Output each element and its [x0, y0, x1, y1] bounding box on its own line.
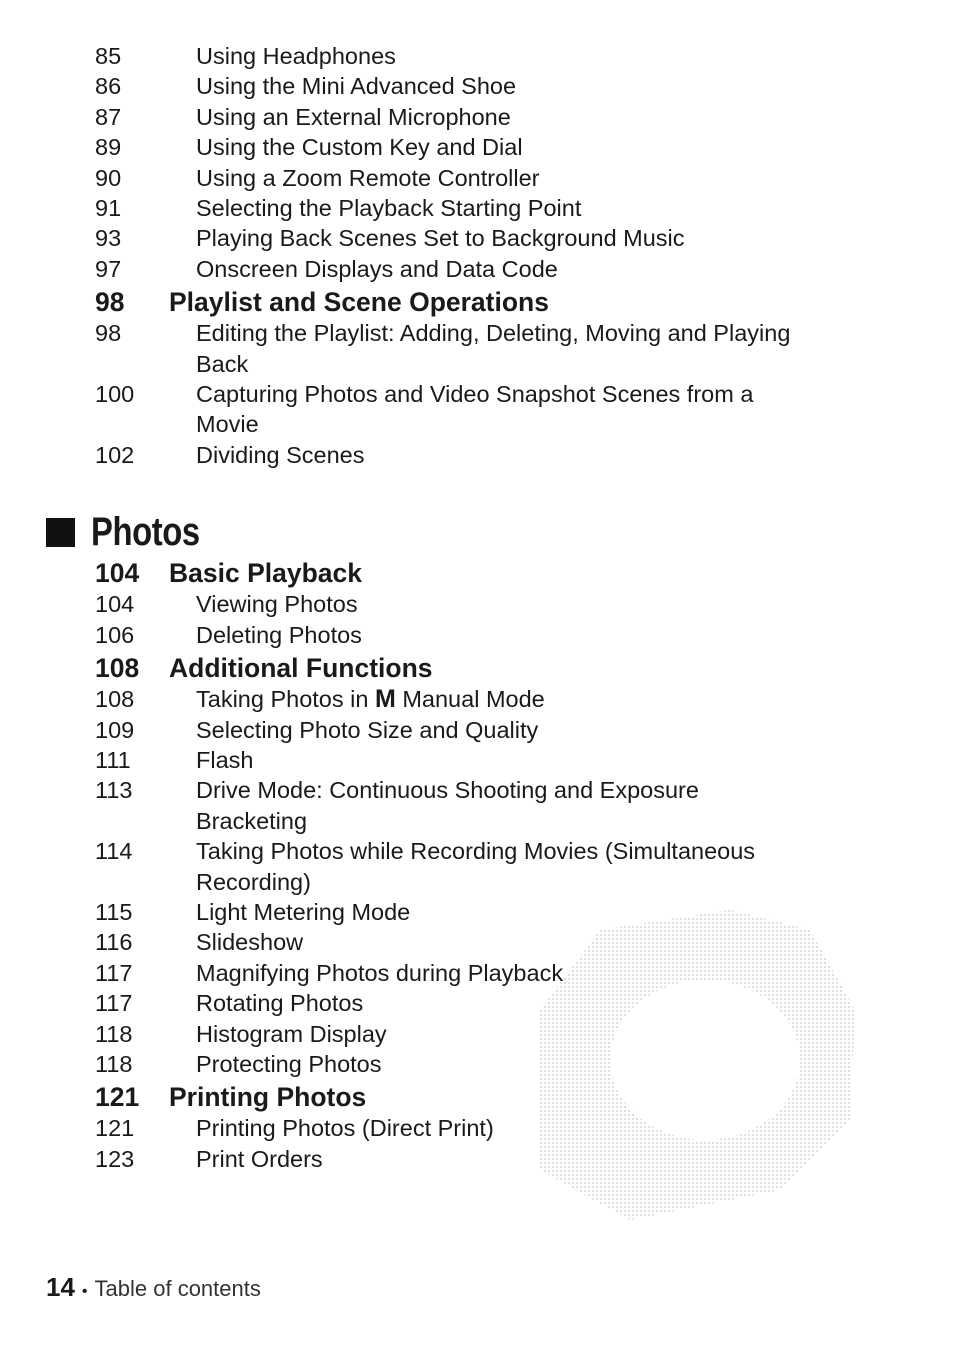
toc-entry-line: Using an External Microphone [196, 103, 511, 130]
toc-entry-line-continued: Bracketing [196, 807, 308, 834]
toc-entry-line: Dividing Scenes [196, 441, 365, 468]
toc-entry-page: 118 [95, 1050, 133, 1077]
toc-entry-page: 117 [95, 959, 133, 986]
toc-entry[interactable] [95, 440, 895, 470]
toc-entry-page: 97 [95, 255, 122, 282]
toc-entry[interactable] [95, 132, 895, 162]
toc-entry-title [196, 715, 895, 745]
subheading-page: 108 [95, 653, 140, 684]
footer-bullet-icon: • [81, 1283, 88, 1300]
toc-entry[interactable] [95, 379, 895, 440]
footer-label: Table of contents [94, 1276, 261, 1301]
toc-entry-line: Using the Custom Key and Dial [196, 134, 523, 161]
toc-entry-title [196, 1049, 895, 1079]
toc-entry-title [196, 958, 895, 988]
toc-entry[interactable] [95, 1049, 895, 1079]
toc-entry-title [196, 318, 895, 379]
toc-entry-page: 118 [95, 1020, 133, 1047]
toc-entry-page: 102 [95, 441, 135, 468]
toc-entry-page: 85 [95, 43, 122, 69]
toc-entry-title [196, 102, 895, 132]
toc-entry-line: Printing Photos (Direct Print) [196, 1115, 494, 1142]
toc-entry-page: 121 [95, 1115, 135, 1142]
toc-entry[interactable] [95, 1113, 895, 1143]
toc-entry-line: Deleting Photos [196, 621, 362, 648]
toc-entry-title-after: Manual Mode [395, 686, 545, 713]
toc-entry[interactable] [95, 1019, 895, 1049]
toc-entry-page: 87 [95, 103, 122, 130]
toc-entry-line: Onscreen Displays and Data Code [196, 255, 558, 282]
toc-entry-page: 91 [95, 195, 122, 222]
subheading-additional-functions[interactable] [95, 652, 895, 684]
toc-entry-page: 98 [95, 320, 122, 347]
toc-entry-line: Protecting Photos [196, 1050, 382, 1077]
toc-top-list [95, 41, 895, 284]
toc-entry-line: Histogram Display [196, 1020, 387, 1047]
toc-entry-line-continued: Back [196, 350, 249, 377]
toc-entry-line: Viewing Photos [196, 591, 358, 618]
subheading-page: 98 [95, 287, 125, 318]
toc-entry-line: Using the Mini Advanced Shoe [196, 73, 517, 100]
toc-entry-page: 115 [95, 898, 133, 925]
section-title: Photos [91, 510, 200, 555]
additional-functions-list [95, 715, 895, 1080]
toc-entry[interactable] [95, 684, 895, 714]
toc-entry-line: Light Metering Mode [196, 898, 411, 925]
subheading-basic-playback[interactable] [95, 557, 895, 589]
toc-entry-title [196, 589, 895, 619]
toc-entry-line: Drive Mode: Continuous Shooting and Exposure [196, 777, 699, 804]
subheading-title: Additional Functions [169, 653, 433, 684]
toc-entry-line: Capturing Photos and Video Snapshot Scenes from a [196, 381, 754, 408]
toc-entry[interactable] [95, 1144, 895, 1174]
toc-entry-title [196, 745, 895, 775]
toc-entry-title [196, 163, 895, 193]
toc-entry-line-continued: Movie [196, 411, 259, 438]
toc-entry[interactable] [95, 589, 895, 619]
subheading-title: Playlist and Scene Operations [169, 287, 549, 318]
toc-entry-page: 90 [95, 164, 122, 191]
toc-entry-title-before: Taking Photos in [196, 686, 375, 713]
subheading-title: Printing Photos [169, 1082, 367, 1113]
subheading-page: 104 [95, 558, 140, 589]
toc-entry-title [196, 254, 895, 284]
toc-entry-title [196, 440, 895, 470]
toc-entry[interactable] [95, 71, 895, 101]
toc-entry-title [196, 988, 895, 1018]
toc-entry-title [196, 836, 895, 897]
toc-entry-line: Selecting Photo Size and Quality [196, 716, 539, 743]
toc-entry-title [196, 1019, 895, 1049]
toc-entry-title [196, 223, 895, 253]
toc-entry-page: 106 [95, 621, 135, 648]
toc-entry-line: Rotating Photos [196, 990, 364, 1017]
toc-entry-title [196, 620, 895, 650]
section-bullet-square-icon [46, 518, 75, 547]
manual-mode-icon: M [374, 685, 396, 714]
toc-entry-page: 109 [95, 716, 135, 743]
toc-entry-title [196, 775, 895, 836]
toc-entry-title [196, 897, 895, 927]
toc-entry[interactable] [95, 254, 895, 284]
toc-entry[interactable] [95, 41, 895, 71]
toc-entry-line: Slideshow [196, 929, 304, 956]
toc-entry-line: Using a Zoom Remote Controller [196, 164, 540, 191]
toc-entry-line: Print Orders [196, 1145, 323, 1172]
page-footer [46, 1272, 261, 1303]
subheading-printing-photos[interactable] [95, 1081, 895, 1113]
toc-entry-page: 93 [95, 225, 122, 252]
toc-entry-page: 117 [95, 990, 133, 1017]
toc-entry-page: 108 [95, 686, 135, 713]
basic-playback-list [95, 589, 895, 650]
toc-entry-page: 100 [95, 381, 135, 408]
toc-entry[interactable] [95, 163, 895, 193]
toc-entry-title [196, 41, 895, 71]
toc-entry-page: 113 [95, 777, 133, 804]
playlist-list [95, 318, 895, 470]
subheading-page: 121 [95, 1082, 140, 1113]
toc-entry-page: 116 [95, 929, 133, 956]
toc-entry-page: 86 [95, 73, 122, 100]
toc-entry[interactable] [95, 775, 895, 836]
toc-entry-title [196, 71, 895, 101]
printing-list [95, 1113, 895, 1174]
toc-entry[interactable] [95, 927, 895, 957]
toc-entry[interactable] [95, 836, 895, 897]
toc-entry[interactable] [95, 620, 895, 650]
toc-entry-title [196, 1144, 895, 1174]
toc-entry[interactable] [95, 193, 895, 223]
toc-entry-page: 104 [95, 591, 135, 618]
toc-entry-title [196, 927, 895, 957]
toc-entry[interactable] [95, 318, 895, 379]
toc-entry-line: Selecting the Playback Starting Point [196, 195, 582, 222]
toc-entry-line: Using Headphones [196, 43, 396, 69]
section-photos [46, 510, 895, 555]
toc-entry-line-continued: Recording) [196, 868, 311, 895]
toc-entry-title [196, 1113, 895, 1143]
toc-entry-line: Editing the Playlist: Adding, Deleting, Moving and Playing [196, 320, 791, 347]
toc-entry-page: 111 [95, 746, 131, 773]
toc-entry[interactable] [95, 715, 895, 745]
toc-entry[interactable] [95, 958, 895, 988]
subheading-title: Basic Playback [169, 558, 362, 589]
toc-entry[interactable] [95, 223, 895, 253]
table-of-contents [91, 41, 895, 1174]
toc-entry-title [196, 193, 895, 223]
toc-entry[interactable] [95, 102, 895, 132]
toc-entry-line: Taking Photos while Recording Movies (Simultaneous [196, 838, 756, 865]
toc-entry-title [196, 132, 895, 162]
toc-entry-title [196, 684, 895, 714]
toc-entry-line: Flash [196, 746, 254, 773]
toc-entry-page: 89 [95, 134, 122, 161]
toc-entry-page: 123 [95, 1145, 135, 1172]
toc-entry[interactable] [95, 897, 895, 927]
footer-page-number: 14 [46, 1272, 75, 1302]
toc-entry-title [196, 379, 895, 440]
subheading-playlist[interactable] [95, 286, 895, 318]
toc-entry-page: 114 [95, 838, 133, 865]
toc-entry-line: Playing Back Scenes Set to Background Music [196, 225, 685, 252]
toc-entry-line: Magnifying Photos during Playback [196, 959, 564, 986]
toc-entry[interactable] [95, 988, 895, 1018]
toc-entry[interactable] [95, 745, 895, 775]
